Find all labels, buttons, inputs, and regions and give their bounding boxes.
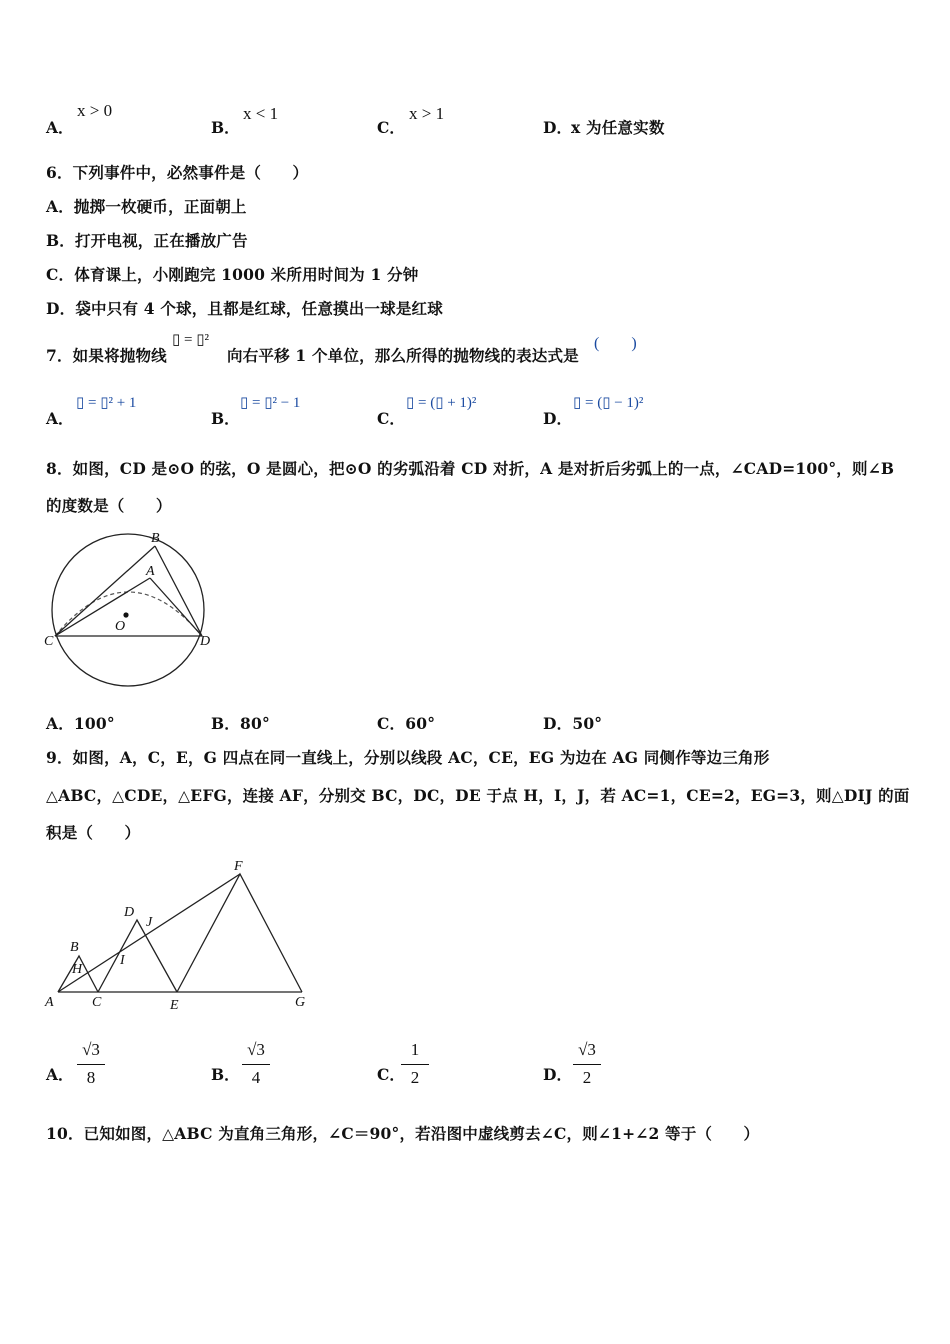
q8-label-b: B bbox=[151, 531, 160, 546]
q9-option-c-fraction bbox=[398, 1038, 432, 1089]
q9-option-c-denominator: 2 bbox=[410, 1068, 420, 1087]
q7-option-a-math: ▯ = ▯² + 1 bbox=[76, 395, 137, 411]
q9-option-d-numerator: √3 bbox=[578, 1040, 596, 1059]
q7-option-c-math: ▯ = (▯ + 1)² bbox=[406, 395, 477, 411]
q9-label-e: E bbox=[170, 998, 179, 1013]
q8-stem-line2: 的度数是（ ） bbox=[46, 496, 172, 515]
q9-stem-line1: 9．如图，A，C，E，G 四点在同一直线上，分别以线段 AC，CE，EG 为边在 AG 同侧作等边三角形 bbox=[46, 748, 770, 767]
q5-option-d-text: x 为任意实数 bbox=[571, 118, 665, 137]
q8-segment-cb bbox=[55, 546, 155, 636]
q9-label-g: G bbox=[295, 995, 306, 1010]
q10-stem: 10．已知如图，△ABC 为直角三角形，∠C＝90°，若沿图中虚线剪去∠C，则∠1+∠2 等于（ ） bbox=[46, 1124, 760, 1143]
q8-center-point bbox=[123, 612, 128, 617]
q8-segment-ca bbox=[55, 578, 150, 636]
q9-label-d: D bbox=[124, 905, 135, 920]
q9-triangle-cde bbox=[98, 920, 177, 992]
q8-circle bbox=[52, 534, 204, 686]
q7-stem-end: 向右平移 1 个单位，那么所得的抛物线的表达式是 bbox=[227, 346, 579, 365]
q9-option-b-denominator: 4 bbox=[251, 1068, 261, 1087]
q6-stem: 6．下列事件中，必然事件是（ ） bbox=[46, 163, 309, 182]
q8-option-b: B．80° bbox=[211, 714, 270, 733]
q8-label-c: C bbox=[44, 634, 54, 649]
q7-option-c-letter: C． bbox=[377, 409, 405, 428]
q9-option-b-numerator: √3 bbox=[247, 1040, 265, 1059]
q7-option-d-math: ▯ = (▯ − 1)² bbox=[573, 395, 644, 411]
q9-option-c-letter: C． bbox=[377, 1065, 405, 1084]
q9-stem-line2: △ABC，△CDE，△EFG，连接 AF，分别交 BC，DC，DE 于点 H，I，J，若 AC=1，CE=2，EG=3，则△DIJ 的面 bbox=[46, 786, 910, 805]
q8-option-a: A．100° bbox=[46, 714, 115, 733]
q8-option-d: D．50° bbox=[543, 714, 603, 733]
q9-option-d-denominator: 2 bbox=[582, 1068, 592, 1087]
q9-option-b-letter: B． bbox=[211, 1065, 240, 1084]
q7-option-b-math: ▯ = ▯² − 1 bbox=[240, 395, 301, 411]
q9-label-a: A bbox=[45, 995, 54, 1010]
q8-stem-line1: 8．如图，CD 是⊙O 的弦，O 是圆心，把⊙O 的劣弧沿着 CD 对折，A 是对折后劣弧上的一点，∠CAD=100°，则∠B bbox=[46, 459, 895, 478]
q9-label-h: H bbox=[72, 962, 83, 977]
q8-label-o: O bbox=[115, 619, 126, 634]
q9-label-i: I bbox=[120, 953, 125, 968]
q9-label-c: C bbox=[92, 995, 102, 1010]
q9-option-b-fraction bbox=[239, 1038, 273, 1089]
q9-option-d-fraction bbox=[570, 1038, 604, 1089]
q9-option-a-numerator: √3 bbox=[82, 1040, 100, 1059]
q5-option-b-letter: B． bbox=[211, 118, 240, 137]
q8-folded-arc bbox=[55, 592, 202, 636]
q7-answer-paren: ( ) bbox=[594, 335, 637, 352]
q9-option-a-denominator: 8 bbox=[86, 1068, 96, 1087]
q9-label-f: F bbox=[234, 859, 243, 874]
q9-label-b: B bbox=[70, 940, 79, 955]
q7-option-d-letter: D． bbox=[543, 409, 572, 428]
q6-option-d: D．袋中只有 4 个球，且都是红球，任意摸出一球是红球 bbox=[46, 299, 443, 318]
q6-option-b: B．打开电视，正在播放广告 bbox=[46, 231, 248, 250]
q5-option-c-math: x > 1 bbox=[409, 104, 445, 123]
q8-label-d: D bbox=[200, 634, 211, 649]
q8-label-a: A bbox=[146, 564, 155, 579]
q9-option-d-letter: D． bbox=[543, 1065, 572, 1084]
q8-circle-figure bbox=[40, 528, 220, 696]
q7-option-b-letter: B． bbox=[211, 409, 240, 428]
q9-triangles-figure bbox=[40, 852, 315, 1017]
q5-option-b-math: x < 1 bbox=[243, 104, 279, 123]
q6-option-c: C．体育课上，小刚跑完 1000 米所用时间为 1 分钟 bbox=[46, 265, 419, 284]
q9-stem-line3: 积是（ ） bbox=[46, 823, 141, 842]
q5-option-d-letter: D． bbox=[543, 118, 572, 137]
q9-triangle-efg bbox=[177, 874, 302, 992]
q9-option-a-fraction bbox=[74, 1038, 108, 1089]
q6-option-a: A．抛掷一枚硬币，正面朝上 bbox=[46, 197, 247, 216]
q5-option-a-letter: A． bbox=[46, 118, 74, 137]
q9-segment-af bbox=[58, 874, 240, 992]
q7-stem-start: 7．如果将抛物线 bbox=[46, 346, 167, 365]
q8-option-c: C．60° bbox=[377, 714, 436, 733]
q9-option-c-numerator: 1 bbox=[410, 1040, 420, 1059]
q5-option-a-math: x > 0 bbox=[77, 101, 113, 120]
q7-option-a-letter: A． bbox=[46, 409, 74, 428]
q7-stem-equation: ▯ = ▯² bbox=[172, 332, 209, 348]
q9-label-j: J bbox=[146, 915, 153, 930]
q5-option-c-letter: C． bbox=[377, 118, 405, 137]
q9-option-a-letter: A． bbox=[46, 1065, 74, 1084]
